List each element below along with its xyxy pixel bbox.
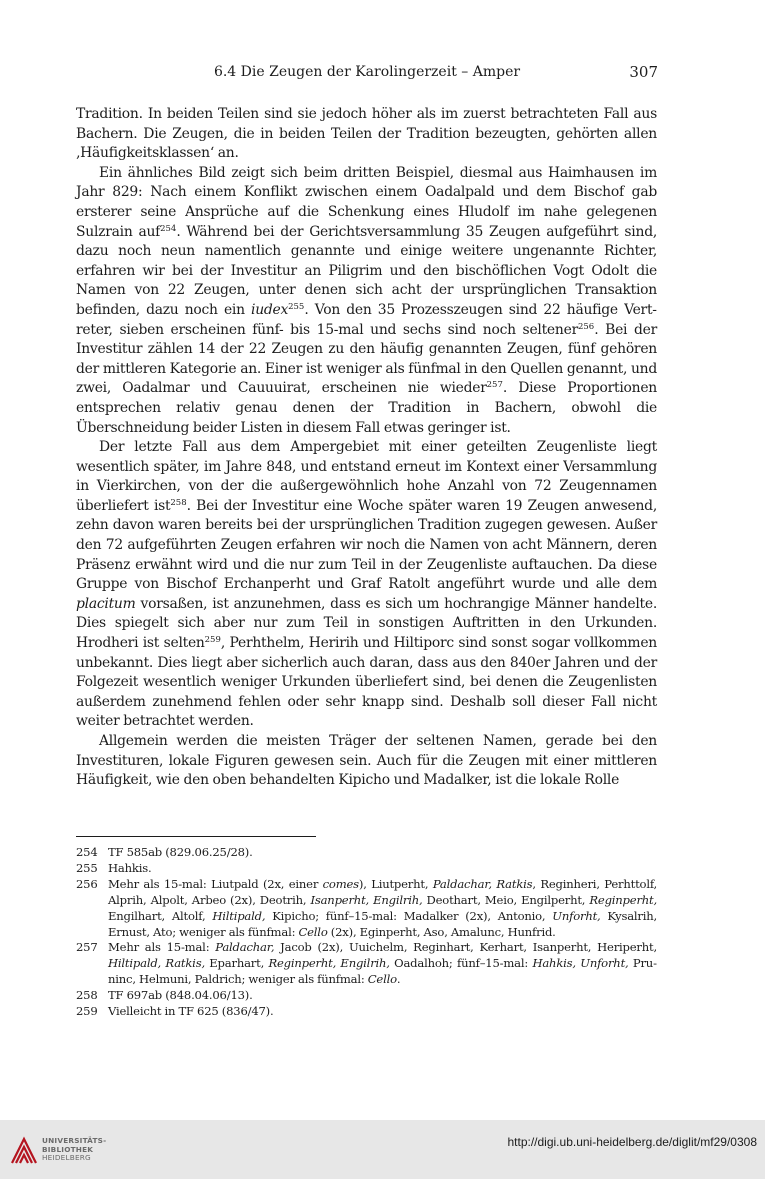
footnote-258 [76,988,657,1004]
text-run: . Diese Proportionen entsprechen relativ genau denen der Tradition in Bachern, obwohl die Überschneidung beider Listen in diesem Fall etwas geringer ist. [76,380,657,436]
text-run: Ein ähnliches Bild zeigt sich beim dritten Beispiel, diesmal aus Haimhausen im Jahr 829: Nach einem Konflikt zwischen einem Oadalpald und dem Bischof gab ersterer seine Ansprüche auf die Schenkung eines Hludolf im nahe gelegenen Sulzrain auf [76,164,657,240]
text-run: Kipicho; fünf–15-mal: Madalker (2x), Antonio, [265,908,553,923]
footnote-number: 254 [76,845,98,859]
footnote-ref[interactable]: 255 [288,301,305,312]
footnote-ref[interactable]: 254 [160,223,177,234]
text-run: Tradition. In beiden Teilen sind sie jedoch höher als im zuerst betrachteten Fall aus Bachern. Die Zeugen, die in beiden Teilen der Tradition bezeugten, gehörten allen ‚Häufigkeitsklassen‘ an. [76,106,657,162]
text-run: ), Liutperht, [358,876,433,891]
text-run: . Bei der Investitur eine Woche später waren 19 Zeugen anwesend, zehn davon waren bereits bei der ursprünglichen Tradition zugegen gewesen. Außer den 72 aufgeführten Zeugen erfahren wir noch die Namen von acht Männern, deren Präsenz erwähnt wird und die nur zum Teil in der Zeugenliste auftauchen. Da diese Gruppe von Bischof Erchanperht und Graf Ratolt angeführt wurde und alle dem [76,497,657,593]
footnote-text [108,845,657,861]
text-run: Hahkis. [108,860,152,875]
text-run-italic: Unforht, [552,908,601,923]
paragraph [76,164,657,438]
library-emblem-icon [10,1135,38,1165]
page-number: 307 [629,63,658,81]
text-run: Oadalhoh; fünf–15-mal: [389,956,533,971]
text-run-italic: Reginperht, [589,892,657,907]
text-run: . [396,972,401,987]
text-run-italic: iudex [251,301,289,318]
text-run: . Während bei der Gerichtsversammlung 35 Zeugen aufgeführt sind, dazu noch neun namentlich genannte und einige weitere ungenannte Richter, erfahren wir bei der Investitur an Piligrim und den bischöflichen Vogt Odolt die Namen von 22 Zeugen, unter denen sich acht der ursprünglichen Transaktion befinden, dazu noch ein [76,223,657,318]
text-run: Mehr als 15-mal: [108,940,216,955]
footnote-rule [76,836,316,837]
text-run: Vielleicht in TF 625 (836/47). [108,1004,274,1019]
footnote-number: 255 [76,860,98,875]
footnote-number: 259 [76,1004,98,1019]
text-run: Kysalrih, Ernust, Ato; weniger als fünfmal: [108,908,658,939]
body-text [76,105,657,791]
text-run-italic: Cello [367,972,397,987]
footnote-text [108,988,657,1004]
permalink-url[interactable]: http://digi.ub.uni-heidelberg.de/diglit/mf29/0308 [507,1135,757,1149]
text-run: Deothart, Meio, Engilperht, [422,892,590,907]
text-run-italic: Hiltipald, Ratkis, [108,956,205,971]
library-name-line: HEIDELBERG [42,1153,91,1162]
footnote-ref[interactable]: 259 [204,635,221,646]
text-run-italic: Paldachar, Ratkis [432,876,533,891]
footnote-number: 257 [76,940,98,955]
footnote-ref[interactable]: 258 [170,497,187,508]
text-run: Eparhart, [204,956,269,971]
running-title: 6.4 Die Zeugen der Karolingerzeit – Amper [213,64,521,80]
text-run: Allgemein werden die meisten Träger der seltenen Namen, gerade bei den Investituren, lokale Figuren gewesen sein. Auch für die Zeugen mit einer mittleren Häufigkeit, wie den oben behandelten Kipicho und Madalker, ist die lokale Rolle [76,733,657,789]
footnote-ref[interactable]: 256 [577,321,595,332]
text-run-italic: Cello [298,924,328,939]
text-run: . Von den 35 Prozesszeugen sind 22 häufige Vertreter, sieben erscheinen fünf- bis 15-mal und sechs sind noch seltener [76,301,657,338]
footnote-text [108,877,657,941]
footnotes [76,845,657,1020]
text-run-italic: Paldachar, [215,940,275,955]
paragraph [76,438,657,732]
text-run: TF 585ab (829.06.25/28). [108,845,253,859]
text-run-italic: Isanperht, Engilrih, [310,892,423,907]
text-run-italic: Reginperht, Engilrih, [268,956,390,971]
text-run: vorsaßen, ist anzunehmen, dass es sich um hochrangige Männer handelte. Dies spiegelt sich aber nur zum Teil in sonstigen Auftritten in den Urkunden. Hrodheri ist selten [76,595,657,652]
footnote-254 [76,845,657,861]
library-name-line: UNIVERSITÄTS- [42,1136,107,1145]
text-run-italic: comes [322,876,359,891]
text-run: , Reginheri, Perhttolf, Alprih, Alpolt, Arbeo (2x), Deotrih, [108,876,657,907]
text-run: , Perhthelm, Heririh und Hiltiporc sind sonst sogar vollkommen unbekannt. Dies liegt aber sicherlich auch daran, dass aus den 840er Jahren und der Folgezeit wesentlich weniger Urkunden überliefert sind, bei denen die Zeugenlisten außerdem zunehmend fehlen oder sehr knapp sind. Deshalb soll dieser Fall nicht weiter betrachtet werden. [76,635,657,730]
footnote-text [108,940,657,988]
text-run: Pruninc, Helmuni, Paldrich; weniger als fünfmal: [108,956,657,987]
text-run: . Bei der Investitur zählen 14 der 22 Zeugen zu den häufig genannten Zeugen, fünf gehören der mittleren Kategorie an. Einer ist weniger als fünfmal in den Quellen genannt, und zwei, Oadalmar und Cauuuirat, erscheinen nie wieder [76,321,657,397]
text-run-italic: Hiltipald, [212,908,266,923]
text-run: Mehr als 15-mal: Liutpald (2x, einer [108,876,323,891]
footnote-255 [76,861,657,877]
text-run: Der letzte Fall aus dem Ampergebiet mit einer geteilten Zeugenliste liegt wesentlich später, im Jahre 848, und entstand erneut im Kontext einer Versammlung in Vierkirchen, von der die außergewöhnlich hohe Anzahl von 72 Zeugennamen überliefert ist [76,439,657,514]
text-run-italic: placitum [76,595,136,612]
text-run-italic: Hahkis, Unforht, [532,956,629,971]
footnote-number: 258 [76,988,98,1003]
footnote-256 [76,877,657,941]
footnote-text [108,1004,657,1020]
footnote-number: 256 [76,876,98,891]
viewer-footer [0,1120,765,1179]
library-logo[interactable] [10,1135,120,1167]
text-run: Engilhart, Altolf, [108,908,213,923]
running-head [76,61,658,83]
footnote-ref[interactable]: 257 [486,380,503,391]
library-name-line: BIBLIOTHEK [42,1144,94,1154]
paragraph [76,105,657,164]
text-run: Jacob (2x), Uuichelm, Reginhart, Kerhart, Isanperht, Heriperht, [274,940,657,955]
text-run: TF 697ab (848.04.06/13). [108,988,253,1003]
footnote-259 [76,1004,657,1020]
text-run: (2x), Eginperht, Aso, Amalunc, Hunfrid. [327,924,556,939]
footnote-257 [76,940,657,988]
footnote-text [108,861,657,877]
library-name [42,1137,106,1163]
paragraph [76,732,657,791]
